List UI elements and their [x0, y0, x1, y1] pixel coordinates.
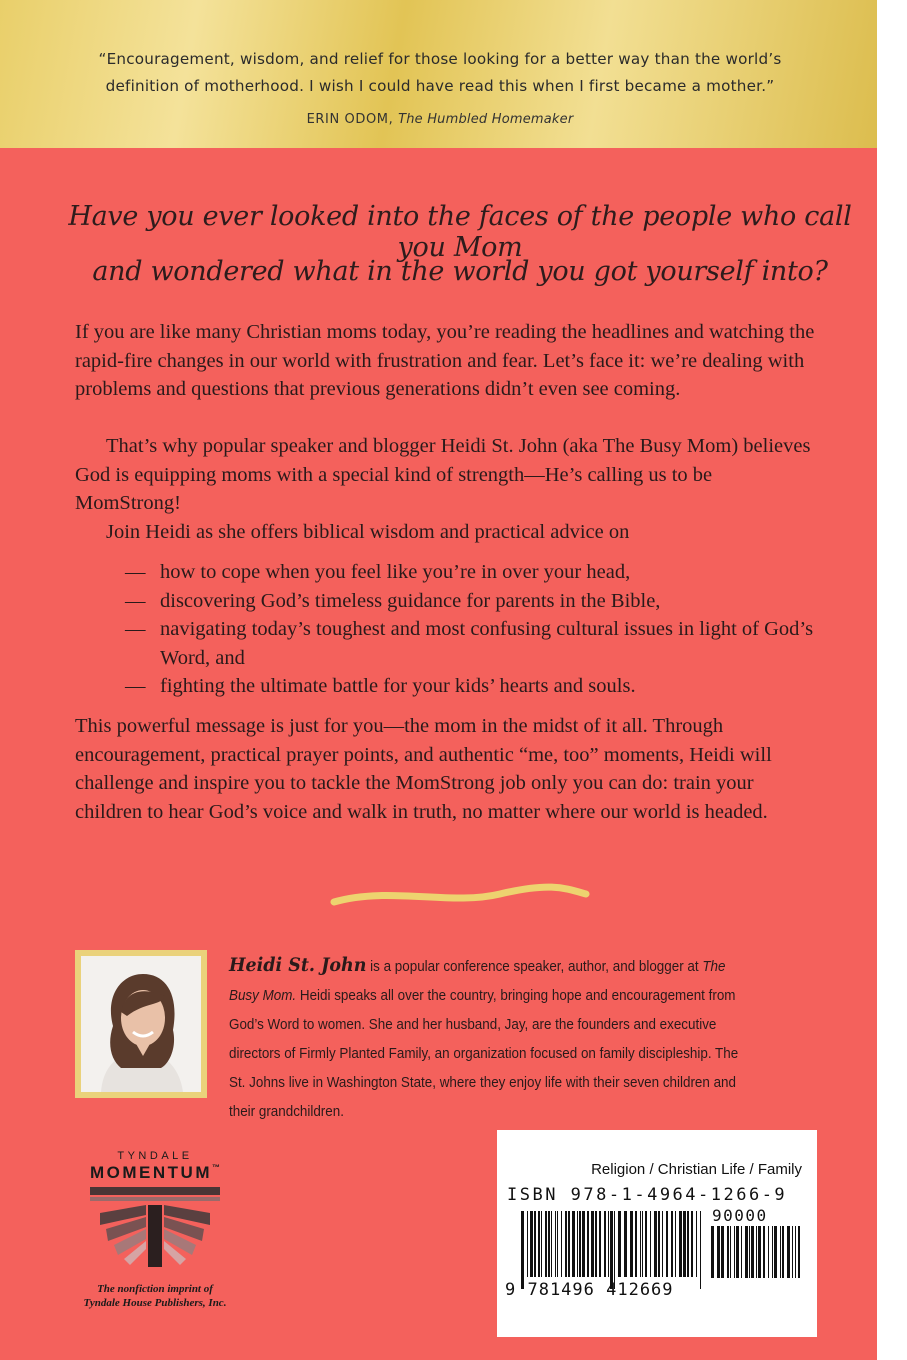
barcode-bar: [538, 1211, 540, 1277]
trademark-symbol: ™: [211, 1163, 220, 1172]
endorsement-quote: [80, 46, 800, 100]
headline-line-2: and wondered what in the world you got yourself into?: [92, 256, 828, 287]
barcode-bar: [630, 1211, 633, 1277]
author-bio: [229, 951, 744, 1127]
bio-site: The Busy Mom.: [229, 959, 726, 1004]
gold-swoosh-divider: [330, 880, 590, 914]
barcode-bar: [687, 1211, 689, 1277]
barcode-bar: [679, 1211, 682, 1277]
barcode-bar: [591, 1211, 594, 1277]
publisher-imprint: [70, 1282, 240, 1310]
barcode-bar: [610, 1211, 613, 1289]
barcode-bar: [700, 1211, 701, 1289]
isbn-label: ISBN 978-1-4964-1266-9: [507, 1185, 788, 1205]
barcode-bar: [555, 1211, 556, 1277]
quote-source: The Humbled Homemaker: [398, 112, 574, 127]
publisher-logo: [70, 1150, 240, 1278]
barcode-bar: [618, 1211, 621, 1277]
barcode-bar: [792, 1226, 793, 1278]
barcode-bar: [548, 1211, 550, 1277]
barcode-bars: [521, 1211, 706, 1291]
barcode-bar: [530, 1211, 533, 1277]
barcode-bar: [608, 1211, 609, 1277]
barcode-bar: [717, 1226, 720, 1278]
author-name: Heidi St. John: [229, 954, 367, 976]
list-item-text: fighting the ultimate battle for your kids’ hearts and souls.: [160, 675, 636, 697]
body-paragraph-3: Join Heidi as she offers biblical wisdom and practical advice on: [106, 521, 630, 543]
barcode-bar: [730, 1226, 731, 1278]
barcode-bar: [640, 1211, 641, 1277]
barcode-bar: [774, 1226, 777, 1278]
barcode-bar: [691, 1211, 693, 1277]
book-category: Religion / Christian Life / Family: [591, 1161, 802, 1178]
barcode-bar: [787, 1226, 790, 1278]
barcode-bar: [614, 1211, 615, 1289]
list-item-text: how to cope when you feel like you’re in over your head,: [160, 561, 631, 583]
barcode-bar: [768, 1226, 769, 1278]
barcode-bar: [624, 1211, 627, 1277]
barcode-bar: [711, 1226, 714, 1278]
list-item-text: navigating today’s toughest and most confusing cultural issues in light of God’s Word, and: [160, 618, 814, 669]
barcode-bar: [587, 1211, 589, 1277]
bullet-dash: —: [125, 589, 146, 612]
barcode-bar: [595, 1211, 597, 1277]
addon-barcode-bars: [711, 1226, 807, 1282]
publisher-top-label: TYNDALE: [117, 1150, 193, 1162]
barcode-bar: [577, 1211, 578, 1277]
barcode-bar: [521, 1211, 524, 1289]
bullet-list: [125, 558, 825, 701]
barcode-bar: [772, 1226, 773, 1278]
barcode-bar: [604, 1211, 606, 1277]
barcode-bar: [565, 1211, 567, 1277]
barcode-bar: [721, 1226, 724, 1278]
barcode-bar: [749, 1226, 750, 1278]
barcode-bar: [568, 1211, 570, 1277]
barcode-bar: [696, 1211, 697, 1277]
price-code: 90000: [712, 1206, 768, 1225]
barcode-bar: [763, 1226, 765, 1278]
barcode-bar: [534, 1211, 536, 1277]
body-paragraph-2: That’s why popular speaker and blogger Heidi St. John (aka The Busy Mom) believes God is equipping moms with a special kind of strength—He’s calling us to be MomStrong!: [75, 435, 811, 514]
barcode-bar: [551, 1211, 552, 1277]
quote-line-1: “Encouragement, wisdom, and relief for those looking for a better way than the world’s: [98, 50, 782, 68]
barcode-bar: [662, 1211, 663, 1277]
barcode-bar: [727, 1226, 729, 1278]
imprint-line-1: The nonfiction imprint of: [97, 1283, 213, 1295]
barcode-number: 9 781496 412669: [505, 1280, 674, 1300]
barcode-bar: [758, 1226, 761, 1278]
barcode-bar: [671, 1211, 673, 1277]
barcode-bar: [527, 1211, 528, 1277]
barcode-bar: [741, 1226, 742, 1278]
barcode-bar: [582, 1211, 585, 1277]
barcode-bar: [782, 1226, 784, 1278]
barcode-bar: [780, 1226, 781, 1278]
barcode-bar: [666, 1211, 668, 1277]
barcode-bar: [745, 1226, 748, 1278]
barcode-bar: [683, 1211, 686, 1277]
bullet-dash: —: [125, 561, 146, 583]
barcode-bar: [736, 1226, 739, 1278]
list-item: [125, 615, 825, 672]
author-photo: [81, 956, 201, 1092]
barcode-bar: [795, 1226, 796, 1278]
barcode-bar: [642, 1211, 643, 1277]
imprint-line-2: Tyndale House Publishers, Inc.: [83, 1297, 227, 1309]
barcode-bar: [579, 1211, 581, 1277]
quote-attribution: [80, 112, 800, 127]
publisher-name: [70, 1163, 240, 1183]
barcode-bar: [654, 1211, 657, 1277]
barcode-bar: [756, 1226, 757, 1278]
bio-text-2: Heidi speaks all over the country, bringing hope and encouragement from God’s Word to women. She and her husband, Jay, are the founders and executive directors of Firmly Planted Family, an organization focused on family discipleship. The St. Johns live in Washington State, where they enjoy life with their seven children and their grandchildren.: [229, 988, 739, 1120]
barcode-bar: [734, 1226, 735, 1278]
barcode-bar: [545, 1211, 547, 1277]
bullet-dash: —: [125, 675, 146, 697]
list-item: [125, 587, 825, 616]
quote-author: ERIN ODOM,: [306, 112, 394, 127]
quote-line-2: definition of motherhood. I wish I could have read this when I first became a mother.”: [105, 77, 775, 95]
barcode-bar: [751, 1226, 754, 1278]
barcode-bar: [599, 1211, 601, 1277]
barcode-bar: [650, 1211, 651, 1277]
list-item-text: discovering God’s timeless guidance for parents in the Bible,: [160, 589, 661, 612]
body-paragraph-4: This powerful message is just for you—the mom in the midst of it all. Through encouragement, practical prayer points, and authentic “me, too” moments, Heidi will challenge and inspire you to tackle the MomStrong job only you can do: train your children to hear God’s voice and walk in truth, no matter where our world is headed.: [75, 715, 772, 823]
body-paragraph-1: If you are like many Christian moms today, you’re reading the headlines and watching the rapid-fire changes in our world with frustration and fear. Let’s face it: we’re dealing with problems and questions that previous generations didn’t even see coming.: [75, 321, 815, 400]
barcode-bar: [798, 1226, 800, 1278]
barcode-bar: [635, 1211, 637, 1277]
barcode-bar: [557, 1211, 558, 1277]
barcode-bar: [645, 1211, 647, 1277]
list-item: [125, 672, 825, 701]
barcode-bar: [541, 1211, 542, 1277]
barcode-bar: [561, 1211, 562, 1277]
bio-text-1: is a popular conference speaker, author, and blogger at: [366, 959, 703, 975]
headline-line-1: Have you ever looked into the faces of the people who call you Mom: [68, 201, 852, 263]
barcode-bar: [572, 1211, 575, 1277]
publisher-name-text: MOMENTUM: [90, 1163, 212, 1182]
tyndale-pillar-icon: [70, 1183, 240, 1273]
cover-edge: [877, 0, 907, 1360]
barcode-bar: [658, 1211, 660, 1277]
barcode-bar: [675, 1211, 676, 1277]
bullet-dash: —: [125, 618, 146, 640]
list-item: [125, 558, 825, 587]
